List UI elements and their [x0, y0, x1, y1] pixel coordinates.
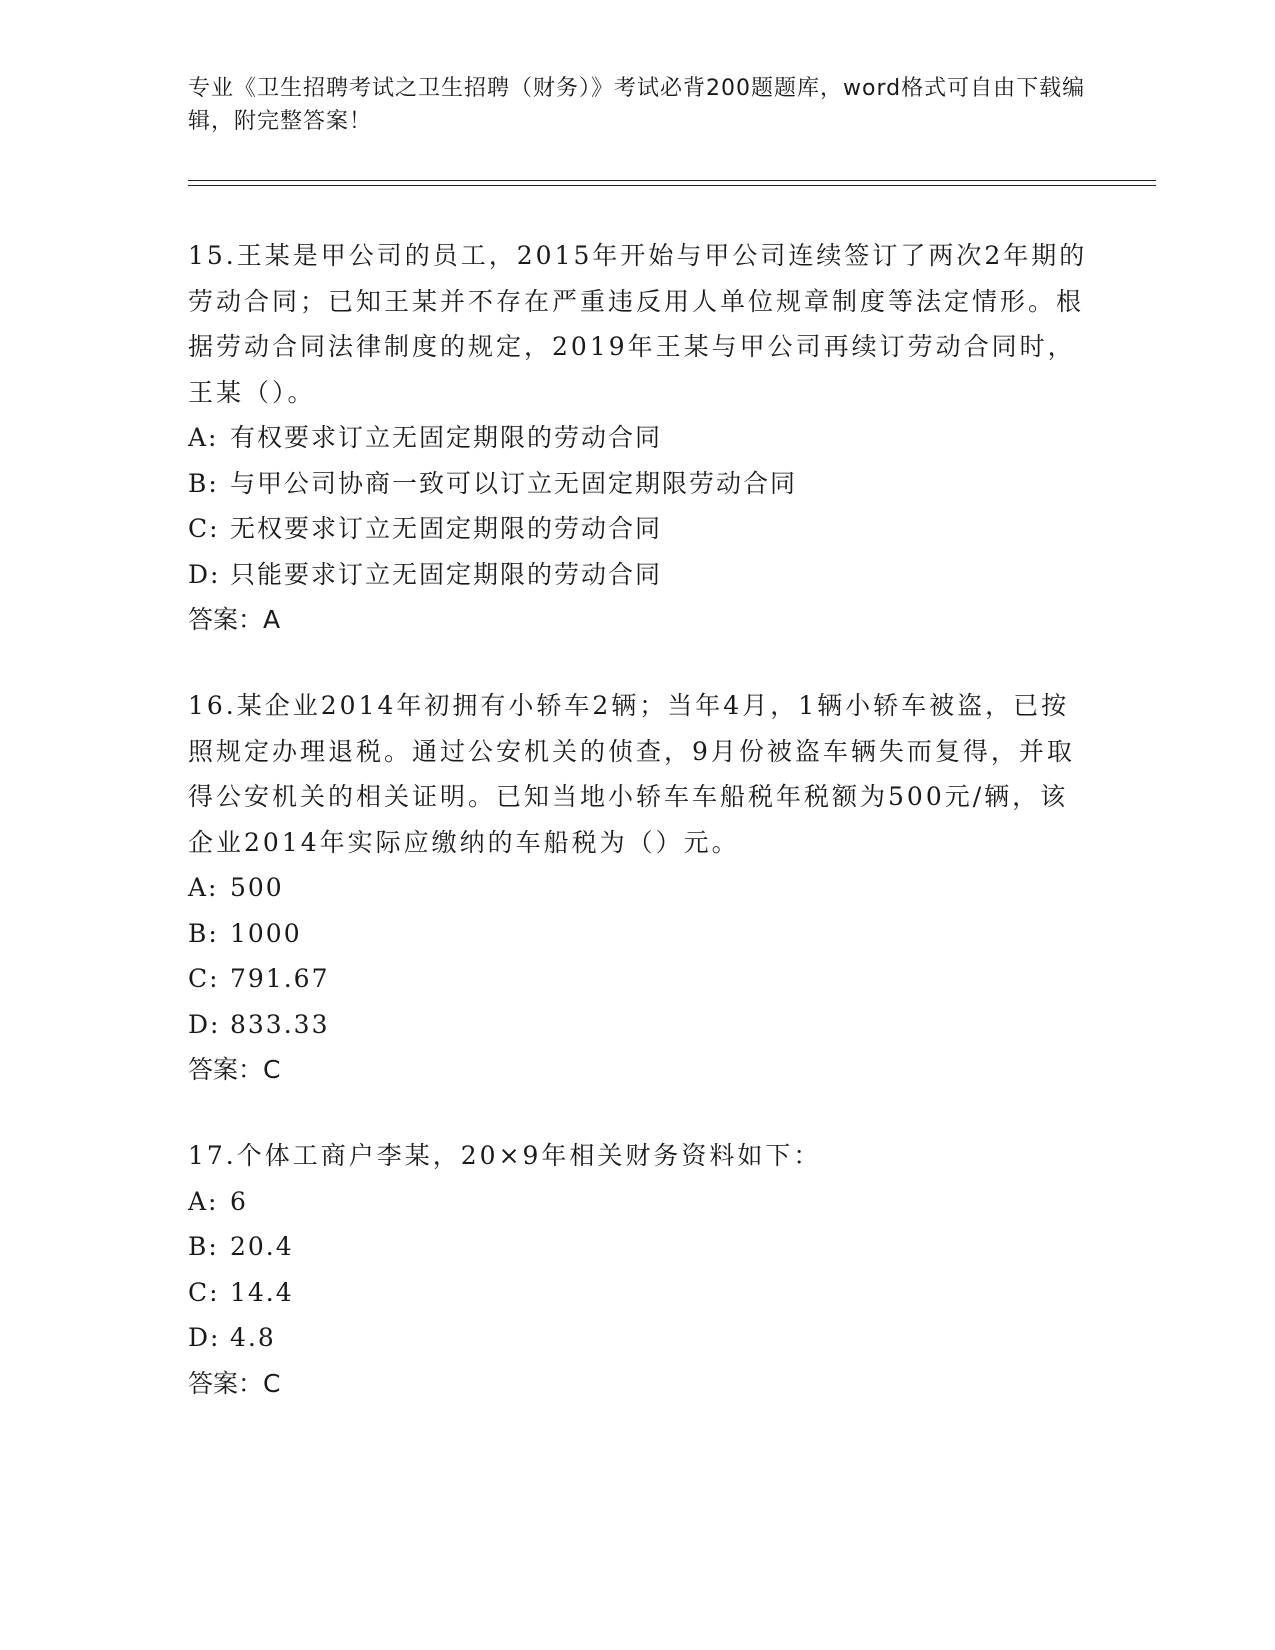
option-text: 无权要求订立无固定期限的劳动合同 — [230, 514, 663, 543]
question-stem: 15.王某是甲公司的员工，2015年开始与甲公司连续签订了两次2年期的劳动合同；已知王某并不存在严重违反用人单位规章制度等法定情形。根据劳动合同法律制度的规定，2019年王某与甲公司再续订劳动合同时，王某（）。 — [188, 241, 1088, 407]
option-b — [188, 1224, 1088, 1270]
answer-line: 答案：C — [188, 1055, 281, 1084]
option-text: 500 — [230, 873, 284, 902]
option-c — [188, 956, 1088, 1002]
option-text: 与甲公司协商一致可以订立无固定期限劳动合同 — [230, 468, 798, 498]
option-text: 只能要求订立无固定期限的劳动合同 — [230, 559, 663, 589]
question-list — [188, 233, 1088, 1447]
option-letter: B: — [188, 468, 219, 498]
option-text: 791.67 — [230, 964, 330, 993]
question-15 — [188, 233, 1088, 643]
question-17 — [188, 1133, 1088, 1407]
option-text: 4.8 — [230, 1323, 276, 1352]
option-letter: A: — [188, 1186, 219, 1216]
question-stem: 16.某企业2014年初拥有小轿车2辆；当年4月，1辆小轿车被盗，已按照规定办理退税。通过公安机关的侦查，9月份被盗车辆失而复得，并取得公安机关的相关证明。已知当地小轿车车船税年税额为500元/辆，该企业2014年实际应缴纳的车船税为（）元。 — [188, 691, 1075, 857]
option-b — [188, 461, 1088, 507]
option-d — [188, 1315, 1088, 1361]
answer-line: 答案：A — [188, 605, 281, 634]
option-c — [188, 1270, 1088, 1316]
header-divider-bottom — [188, 185, 1156, 186]
header-divider-top — [188, 180, 1156, 181]
option-letter: C: — [188, 1277, 220, 1307]
option-letter: D: — [188, 1009, 221, 1039]
option-b — [188, 911, 1088, 957]
option-letter: B: — [188, 918, 219, 948]
document-title: 专业《卫生招聘考试之卫生招聘（财务）》考试必背200题题库，word格式可自由下载编辑，附完整答案！ — [188, 76, 1086, 134]
option-d — [188, 1002, 1088, 1048]
answer-line: 答案：C — [188, 1368, 281, 1398]
option-letter: D: — [188, 559, 221, 589]
question-stem: 17.个体工商户李某，20×9年相关财务资料如下： — [188, 1141, 822, 1170]
document-header — [188, 72, 1088, 138]
option-letter: B: — [188, 1232, 219, 1261]
option-text: 6 — [230, 1186, 248, 1216]
option-a — [188, 1179, 1088, 1225]
option-text: 833.33 — [230, 1009, 330, 1039]
option-letter: C: — [188, 964, 220, 993]
option-letter: D: — [188, 1323, 221, 1352]
option-letter: A: — [188, 873, 219, 902]
option-letter: A: — [188, 423, 219, 452]
option-a — [188, 865, 1088, 911]
option-text: 1000 — [230, 918, 302, 948]
option-text: 14.4 — [230, 1277, 294, 1307]
option-a — [188, 415, 1088, 461]
option-text: 有权要求订立无固定期限的劳动合同 — [230, 423, 663, 452]
option-c — [188, 506, 1088, 552]
question-16 — [188, 683, 1088, 1093]
option-text: 20.4 — [230, 1232, 294, 1261]
option-letter: C: — [188, 514, 220, 543]
option-d — [188, 552, 1088, 598]
